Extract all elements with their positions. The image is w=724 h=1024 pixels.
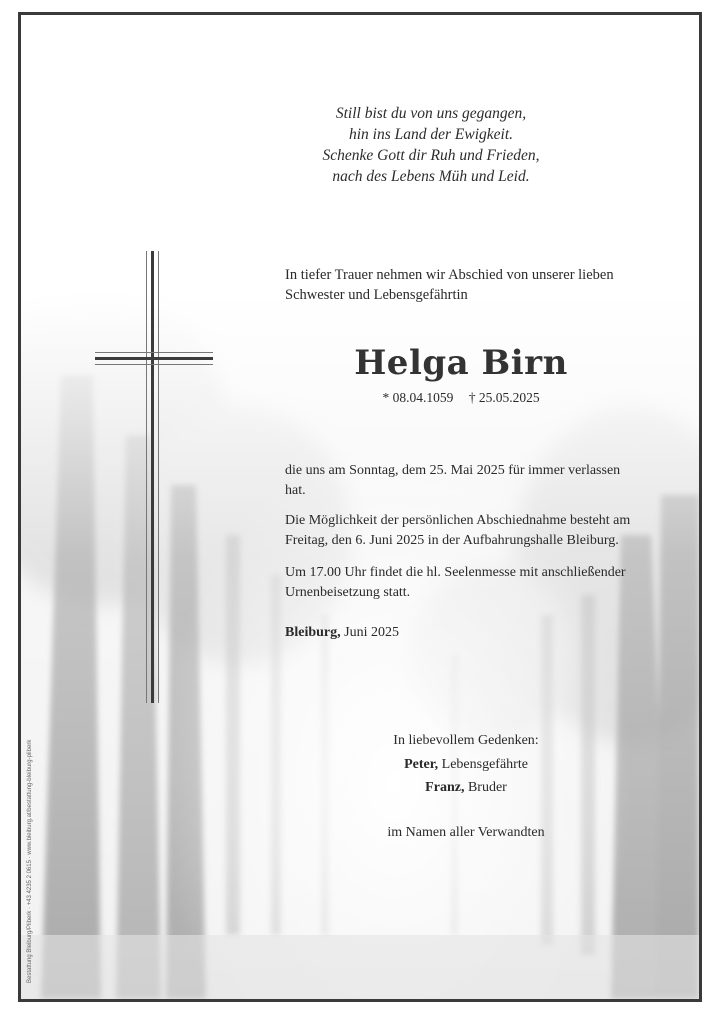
mourner-line <box>361 780 571 796</box>
mourner-line <box>361 757 571 773</box>
mourner-name: Peter, <box>404 757 439 772</box>
poem-line: Still bist du von uns gegangen, <box>335 105 527 122</box>
place-date <box>285 625 399 641</box>
birth-date: * 08.04.1059 <box>382 390 454 405</box>
cross-icon <box>95 251 215 703</box>
paragraph-line: hat. <box>285 483 306 498</box>
closing-footer: im Namen aller Verwandten <box>387 825 545 840</box>
paragraph-line: Die Möglichkeit der persönlichen Abschiednahme besteht am <box>285 513 631 528</box>
memorial-poem <box>221 103 641 187</box>
death-date: † 25.05.2025 <box>468 390 540 405</box>
intro-line: In tiefer Trauer nehmen wir Abschied von unserer lieben <box>285 267 614 283</box>
obituary-card <box>18 12 702 1002</box>
paragraph-line: Urnenbeisetzung statt. <box>285 585 411 600</box>
paragraph-line: Freitag, den 6. Juni 2025 in der Aufbahrungshalle Bleiburg. <box>285 533 619 548</box>
place-city: Bleiburg, <box>285 625 341 640</box>
place-month: Juni 2025 <box>344 625 399 640</box>
intro-line: Schwester und Lebensgefährtin <box>285 287 468 303</box>
farewell-paragraph <box>285 511 685 551</box>
poem-line: Schenke Gott dir Ruh und Frieden, <box>322 147 540 164</box>
mourner-relation: Lebensgefährte <box>441 757 528 772</box>
paragraph-line: die uns am Sonntag, dem 25. Mai 2025 für immer verlassen <box>285 463 621 478</box>
printer-imprint: Bestattung Bleiburg/Pliberk · +43 4235 2 0615 · www.bleiburg.at/bestattung-bleiburg-pliberk <box>27 739 33 983</box>
passing-paragraph <box>285 461 685 501</box>
mass-paragraph <box>285 563 685 603</box>
paragraph-line: Um 17.00 Uhr findet die hl. Seelenmesse mit anschließender <box>285 565 626 580</box>
life-dates <box>351 390 571 406</box>
poem-line: hin ins Land der Ewigkeit. <box>348 126 514 143</box>
poem-line: nach des Lebens Müh und Leid. <box>332 168 530 185</box>
intro-text <box>285 265 665 305</box>
mourner-relation: Bruder <box>467 780 507 795</box>
closing-heading: In liebevollem Gedenken: <box>393 733 539 748</box>
mourner-name: Franz, <box>425 780 465 795</box>
deceased-name: Helga Birn <box>354 343 568 383</box>
